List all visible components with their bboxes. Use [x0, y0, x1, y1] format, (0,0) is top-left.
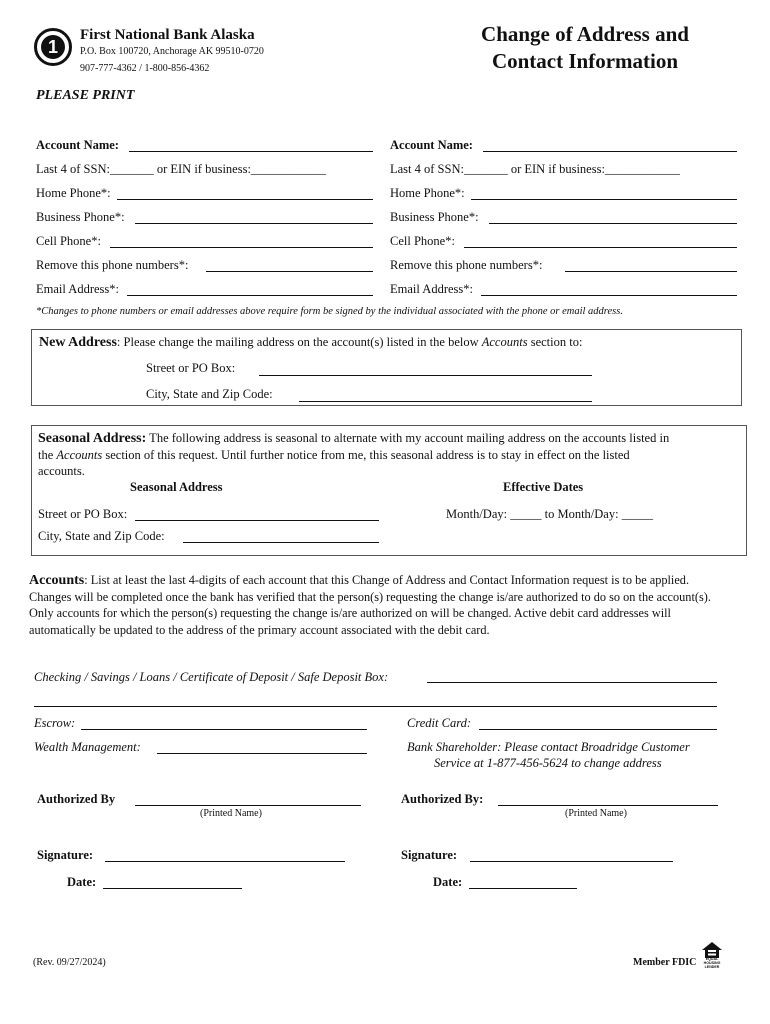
right-ssn-field[interactable]: Last 4 of SSN:_______ or EIN if business:____________	[390, 162, 680, 176]
printed-name-right: (Printed Name)	[565, 808, 627, 819]
seasonal-col1-heading: Seasonal Address	[130, 480, 223, 494]
bank-address: P.O. Box 100720, Anchorage AK 99510-0720	[80, 46, 264, 57]
checking-field[interactable]	[427, 682, 717, 683]
right-remove-phone-field[interactable]	[565, 271, 737, 272]
revision-date: (Rev. 09/27/2024)	[33, 957, 106, 968]
seasonal-heading: Seasonal Address:	[38, 431, 147, 446]
new-city-label: City, State and Zip Code:	[146, 387, 273, 401]
seasonal-intro-line3: accounts.	[38, 464, 85, 478]
accounts-intro-line2: Changes will be completed once the bank has verified that the person(s) requesting the change is/are authorized to do so on the account(s).	[29, 590, 711, 604]
equal-housing-lender-icon	[700, 941, 724, 969]
authorized-by-left-field[interactable]	[135, 805, 361, 806]
form-title-line2: Contact Information	[491, 49, 679, 73]
authorized-by-right-label: Authorized By:	[401, 792, 484, 806]
shareholder-note-line1: Bank Shareholder: Please contact Broadridge Customer	[407, 740, 690, 754]
credit-card-field[interactable]	[479, 729, 717, 730]
right-business-phone-label: Business Phone*:	[390, 210, 479, 224]
shareholder-note-line2: Service at 1-877-456-5624 to change address	[434, 756, 662, 770]
authorized-by-right-field[interactable]	[498, 805, 718, 806]
left-business-phone-label: Business Phone*:	[36, 210, 125, 224]
accounts-intro-line1	[29, 573, 689, 589]
new-street-label: Street or PO Box:	[146, 361, 236, 375]
checking-field-line2[interactable]	[34, 706, 717, 707]
signature-left-field[interactable]	[105, 861, 345, 862]
printed-name-left: (Printed Name)	[200, 808, 262, 819]
left-account-name-field[interactable]	[129, 151, 373, 152]
please-print: PLEASE PRINT	[36, 88, 135, 103]
right-cell-phone-label: Cell Phone*:	[390, 234, 455, 248]
new-street-field[interactable]	[259, 375, 592, 376]
seasonal-intro-line2	[38, 448, 630, 463]
date-right-label: Date:	[433, 875, 463, 889]
right-home-phone-field[interactable]	[471, 199, 737, 200]
equal-housing-lender-text: EQUAL HOUSING LENDER	[703, 957, 721, 969]
seasonal-col2-heading: Effective Dates	[503, 480, 584, 494]
bank-name: First National Bank Alaska	[80, 27, 255, 43]
new-address-text-b: section to:	[527, 335, 583, 349]
left-remove-phone-field[interactable]	[206, 271, 373, 272]
accounts-heading: Accounts	[29, 573, 85, 588]
member-fdic: Member FDIC	[633, 957, 697, 968]
seasonal-text2a: the	[38, 448, 57, 462]
seasonal-city-label: City, State and Zip Code:	[38, 529, 165, 543]
date-left-field[interactable]	[103, 888, 242, 889]
left-cell-phone-label: Cell Phone*:	[36, 234, 101, 248]
left-cell-phone-field[interactable]	[110, 247, 373, 248]
new-city-field[interactable]	[299, 401, 592, 402]
seasonal-intro-line1	[38, 431, 669, 447]
left-business-phone-field[interactable]	[135, 223, 373, 224]
date-right-field[interactable]	[469, 888, 577, 889]
escrow-label: Escrow:	[34, 716, 76, 730]
right-business-phone-field[interactable]	[489, 223, 737, 224]
contact-footnote: *Changes to phone numbers or email addresses above require form be signed by the individual associated with the phone or email address.	[36, 306, 623, 317]
left-remove-phone-label: Remove this phone numbers*:	[36, 258, 189, 272]
left-email-label: Email Address*:	[36, 282, 119, 296]
new-address-accounts-ref: Accounts	[481, 335, 528, 349]
right-email-field[interactable]	[481, 295, 737, 296]
credit-card-label: Credit Card:	[407, 716, 472, 730]
right-email-label: Email Address*:	[390, 282, 473, 296]
left-email-field[interactable]	[127, 295, 373, 296]
right-account-name-label: Account Name:	[390, 138, 473, 152]
left-home-phone-field[interactable]	[117, 199, 373, 200]
seasonal-accounts-ref: Accounts	[56, 448, 103, 462]
new-address-intro	[39, 335, 582, 351]
left-account-name-label: Account Name:	[36, 138, 119, 152]
signature-left-label: Signature:	[37, 848, 94, 862]
right-remove-phone-label: Remove this phone numbers*:	[390, 258, 543, 272]
accounts-intro-line3: Only accounts for which the person(s) requesting the change is/are authorized on will be changed. Active debit card addresses will	[29, 606, 671, 620]
seasonal-text2b: section of this request. Until further notice from me, this seasonal address is to stay in effect on the listed	[102, 448, 630, 462]
date-left-label: Date:	[67, 875, 97, 889]
wealth-management-field[interactable]	[157, 753, 367, 754]
seasonal-text1: The following address is seasonal to alternate with my account mailing address on the accounts listed in	[146, 431, 670, 445]
signature-right-label: Signature:	[401, 848, 458, 862]
seasonal-street-label: Street or PO Box:	[38, 507, 128, 521]
bank-phones: 907-777-4362 / 1-800-856-4362	[80, 63, 210, 74]
wealth-management-label: Wealth Management:	[34, 740, 141, 754]
accounts-text1: : List at least the last 4-digits of each account that this Change of Address and Contact Information request is to be applied.	[84, 573, 690, 587]
left-home-phone-label: Home Phone*:	[36, 186, 111, 200]
escrow-field[interactable]	[81, 729, 367, 730]
accounts-intro-line4: automatically be updated to the address of the primary account associated with the debit card.	[29, 623, 490, 637]
right-home-phone-label: Home Phone*:	[390, 186, 465, 200]
seasonal-dates-field[interactable]: Month/Day: _____ to Month/Day: _____	[446, 507, 653, 521]
left-ssn-field[interactable]: Last 4 of SSN:_______ or EIN if business:____________	[36, 162, 326, 176]
right-account-name-field[interactable]	[483, 151, 737, 152]
checking-label: Checking / Savings / Loans / Certificate of Deposit / Safe Deposit Box:	[34, 670, 389, 684]
signature-right-field[interactable]	[470, 861, 673, 862]
form-title-line1: Change of Address and	[481, 22, 689, 46]
authorized-by-left-label: Authorized By	[37, 792, 116, 806]
new-address-text-a: : Please change the mailing address on the account(s) listed in the below	[116, 335, 482, 349]
seasonal-street-field[interactable]	[135, 520, 379, 521]
right-cell-phone-field[interactable]	[464, 247, 737, 248]
bank-logo-icon: 1	[34, 28, 72, 66]
new-address-heading: New Address	[39, 335, 117, 350]
seasonal-city-field[interactable]	[183, 542, 379, 543]
